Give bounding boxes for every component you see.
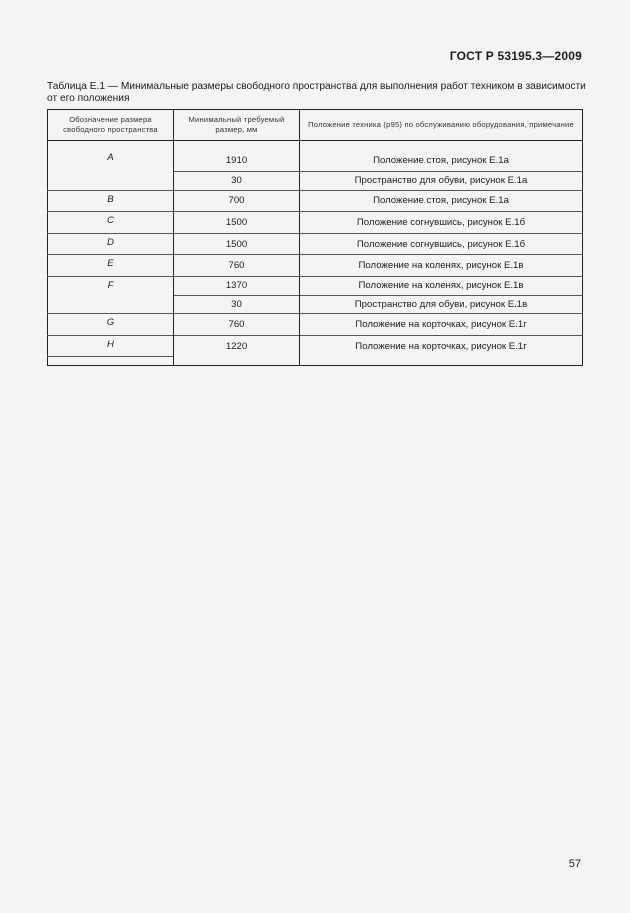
row-code-cell: G: [48, 314, 174, 336]
column-header-code: Обозначение размера свободного пространства: [48, 110, 174, 141]
document-header: ГОСТ Р 53195.3—2009: [449, 49, 582, 63]
column-header-size: Минимальный требуемый размер, мм: [174, 110, 300, 141]
row-code-cell: E: [48, 255, 174, 277]
table-row: [48, 335, 583, 357]
row-size-cell: 1500: [174, 212, 300, 234]
table-caption: Таблица Е.1 — Минимальные размеры свободного пространства для выполнения работ техником в зависимости от его положения: [47, 81, 586, 104]
row-code-cell: F: [48, 276, 174, 313]
row-code-cell: C: [48, 212, 174, 234]
row-note-cell: Положение на корточках, рисунок Е.1г: [300, 314, 583, 336]
row-code-cell: H: [48, 335, 174, 357]
table-row: [48, 255, 583, 277]
table-row: [48, 276, 583, 295]
row-code-cell: D: [48, 233, 174, 255]
row-code-cell: A: [48, 149, 174, 190]
table-row: [48, 233, 583, 255]
row-size-cell: 1500: [174, 233, 300, 255]
table-spacer-row: [48, 141, 583, 150]
row-note-cell: Положение на коленях, рисунок Е.1в: [300, 276, 583, 295]
row-code-cell: B: [48, 190, 174, 212]
row-note-cell: Положение согнувшись, рисунок Е.1б: [300, 233, 583, 255]
table-row: [48, 314, 583, 336]
column-header-note: Положение техника (р95) по обслуживанию оборудования, примечание: [300, 110, 583, 141]
row-size-cell: 30: [174, 295, 300, 314]
row-size-cell: 1220: [174, 335, 300, 357]
table-body: [48, 141, 583, 366]
row-note-cell: Положение на коленях, рисунок Е.1в: [300, 255, 583, 277]
row-size-cell: 760: [174, 255, 300, 277]
table-row: [48, 212, 583, 234]
row-note-cell: Положение согнувшись, рисунок Е.1б: [300, 212, 583, 234]
row-size-cell: 700: [174, 190, 300, 212]
page-number: 57: [568, 858, 581, 870]
row-note-cell: Пространство для обуви, рисунок Е.1а: [300, 172, 583, 191]
table-row: [48, 190, 583, 212]
row-size-cell: 1910: [174, 149, 300, 172]
row-note-cell: Положение на корточках, рисунок Е.1г: [300, 335, 583, 357]
row-note-cell: Пространство для обуви, рисунок Е.1в: [300, 295, 583, 314]
row-note-cell: Положение стоя, рисунок Е.1а: [373, 154, 509, 166]
row-note-cell: Положение стоя, рисунок Е.1а: [300, 190, 583, 212]
table-header-row: [48, 110, 583, 141]
dimensions-table: [47, 109, 583, 366]
row-size-cell: 1370: [174, 276, 300, 295]
table-spacer-row: [48, 357, 583, 366]
table-row: [48, 149, 583, 172]
row-size-cell: 30: [174, 172, 300, 191]
row-size-cell: 760: [174, 314, 300, 336]
